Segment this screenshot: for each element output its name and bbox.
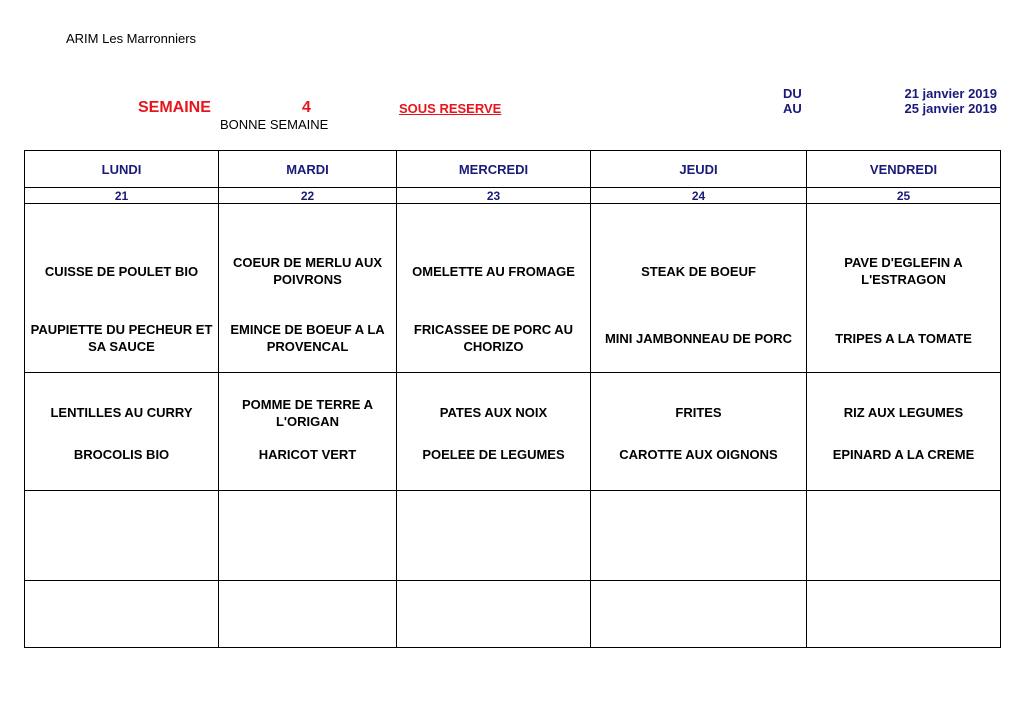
side-dish: EPINARD A LA CREME xyxy=(832,447,975,462)
side-dish: HARICOT VERT xyxy=(258,447,357,462)
main-dishes-row xyxy=(25,204,1001,373)
bonne-semaine-text: BONNE SEMAINE xyxy=(220,117,329,132)
main-dishes-cell xyxy=(591,204,807,373)
empty-cell xyxy=(591,491,807,581)
empty-cell xyxy=(25,491,219,581)
side-dishes-cell xyxy=(219,373,397,491)
side-dish: BROCOLIS BIO xyxy=(73,447,170,462)
main-dish: PAUPIETTE DU PECHEUR ET SA SAUCE xyxy=(30,322,213,354)
day-header-mardi: MARDI xyxy=(219,151,397,188)
date-to-label: AU xyxy=(783,101,802,116)
main-dish: TRIPES A LA TOMATE xyxy=(835,330,972,346)
main-dish: CUISSE DE POULET BIO xyxy=(44,263,199,279)
side-dishes-cell xyxy=(25,373,219,491)
organisation-name: ARIM Les Marronniers xyxy=(66,31,197,46)
main-dish: EMINCE DE BOEUF A LA PROVENCAL xyxy=(230,322,385,354)
empty-cell xyxy=(397,491,591,581)
date-from-value: 21 janvier 2019 xyxy=(904,86,997,101)
empty-cell xyxy=(25,581,219,648)
side-dish: POMME DE TERRE A L'ORIGAN xyxy=(242,396,373,429)
day-header-row xyxy=(25,151,1001,188)
menu-table xyxy=(24,150,1001,648)
empty-cell xyxy=(807,581,1001,648)
main-dishes-cell xyxy=(397,204,591,373)
side-dish: FRITES xyxy=(675,405,722,420)
side-dishes-cell xyxy=(397,373,591,491)
empty-cell xyxy=(397,581,591,648)
empty-cell xyxy=(591,581,807,648)
day-number: 24 xyxy=(591,188,807,204)
day-number: 23 xyxy=(397,188,591,204)
main-dish: FRICASSEE DE PORC AU CHORIZO xyxy=(413,322,574,354)
week-number: 4 xyxy=(302,99,311,116)
empty-row xyxy=(25,491,1001,581)
side-dishes-row xyxy=(25,373,1001,491)
side-dish: LENTILLES AU CURRY xyxy=(50,405,193,420)
empty-cell xyxy=(219,581,397,648)
side-dishes-cell xyxy=(591,373,807,491)
side-dish: POELEE DE LEGUMES xyxy=(422,447,565,462)
day-number: 21 xyxy=(25,188,219,204)
side-dish: RIZ AUX LEGUMES xyxy=(843,405,964,420)
date-from-label: DU xyxy=(783,86,802,101)
week-label: SEMAINE xyxy=(138,99,211,116)
day-header-lundi: LUNDI xyxy=(25,151,219,188)
main-dishes-cell xyxy=(219,204,397,373)
main-dishes-cell xyxy=(807,204,1001,373)
date-to-value: 25 janvier 2019 xyxy=(904,101,997,116)
empty-cell xyxy=(807,491,1001,581)
side-dishes-cell xyxy=(807,373,1001,491)
empty-row xyxy=(25,581,1001,648)
sous-reserve-note: SOUS RESERVE xyxy=(399,101,502,116)
day-header-mercredi: MERCREDI xyxy=(397,151,591,188)
day-number: 22 xyxy=(219,188,397,204)
main-dish: COEUR DE MERLU AUX POIVRONS xyxy=(232,255,383,287)
side-dish: CAROTTE AUX OIGNONS xyxy=(619,447,778,462)
main-dish: PAVE D'EGLEFIN A L'ESTRAGON xyxy=(844,255,963,287)
side-dish: PATES AUX NOIX xyxy=(439,405,548,420)
main-dish: STEAK DE BOEUF xyxy=(641,263,756,279)
main-dish: OMELETTE AU FROMAGE xyxy=(412,263,575,279)
empty-cell xyxy=(219,491,397,581)
main-dishes-cell xyxy=(25,204,219,373)
day-header-jeudi: JEUDI xyxy=(591,151,807,188)
day-header-vendredi: VENDREDI xyxy=(807,151,1001,188)
main-dish: MINI JAMBONNEAU DE PORC xyxy=(604,330,793,346)
day-number: 25 xyxy=(807,188,1001,204)
day-number-row xyxy=(25,188,1001,204)
